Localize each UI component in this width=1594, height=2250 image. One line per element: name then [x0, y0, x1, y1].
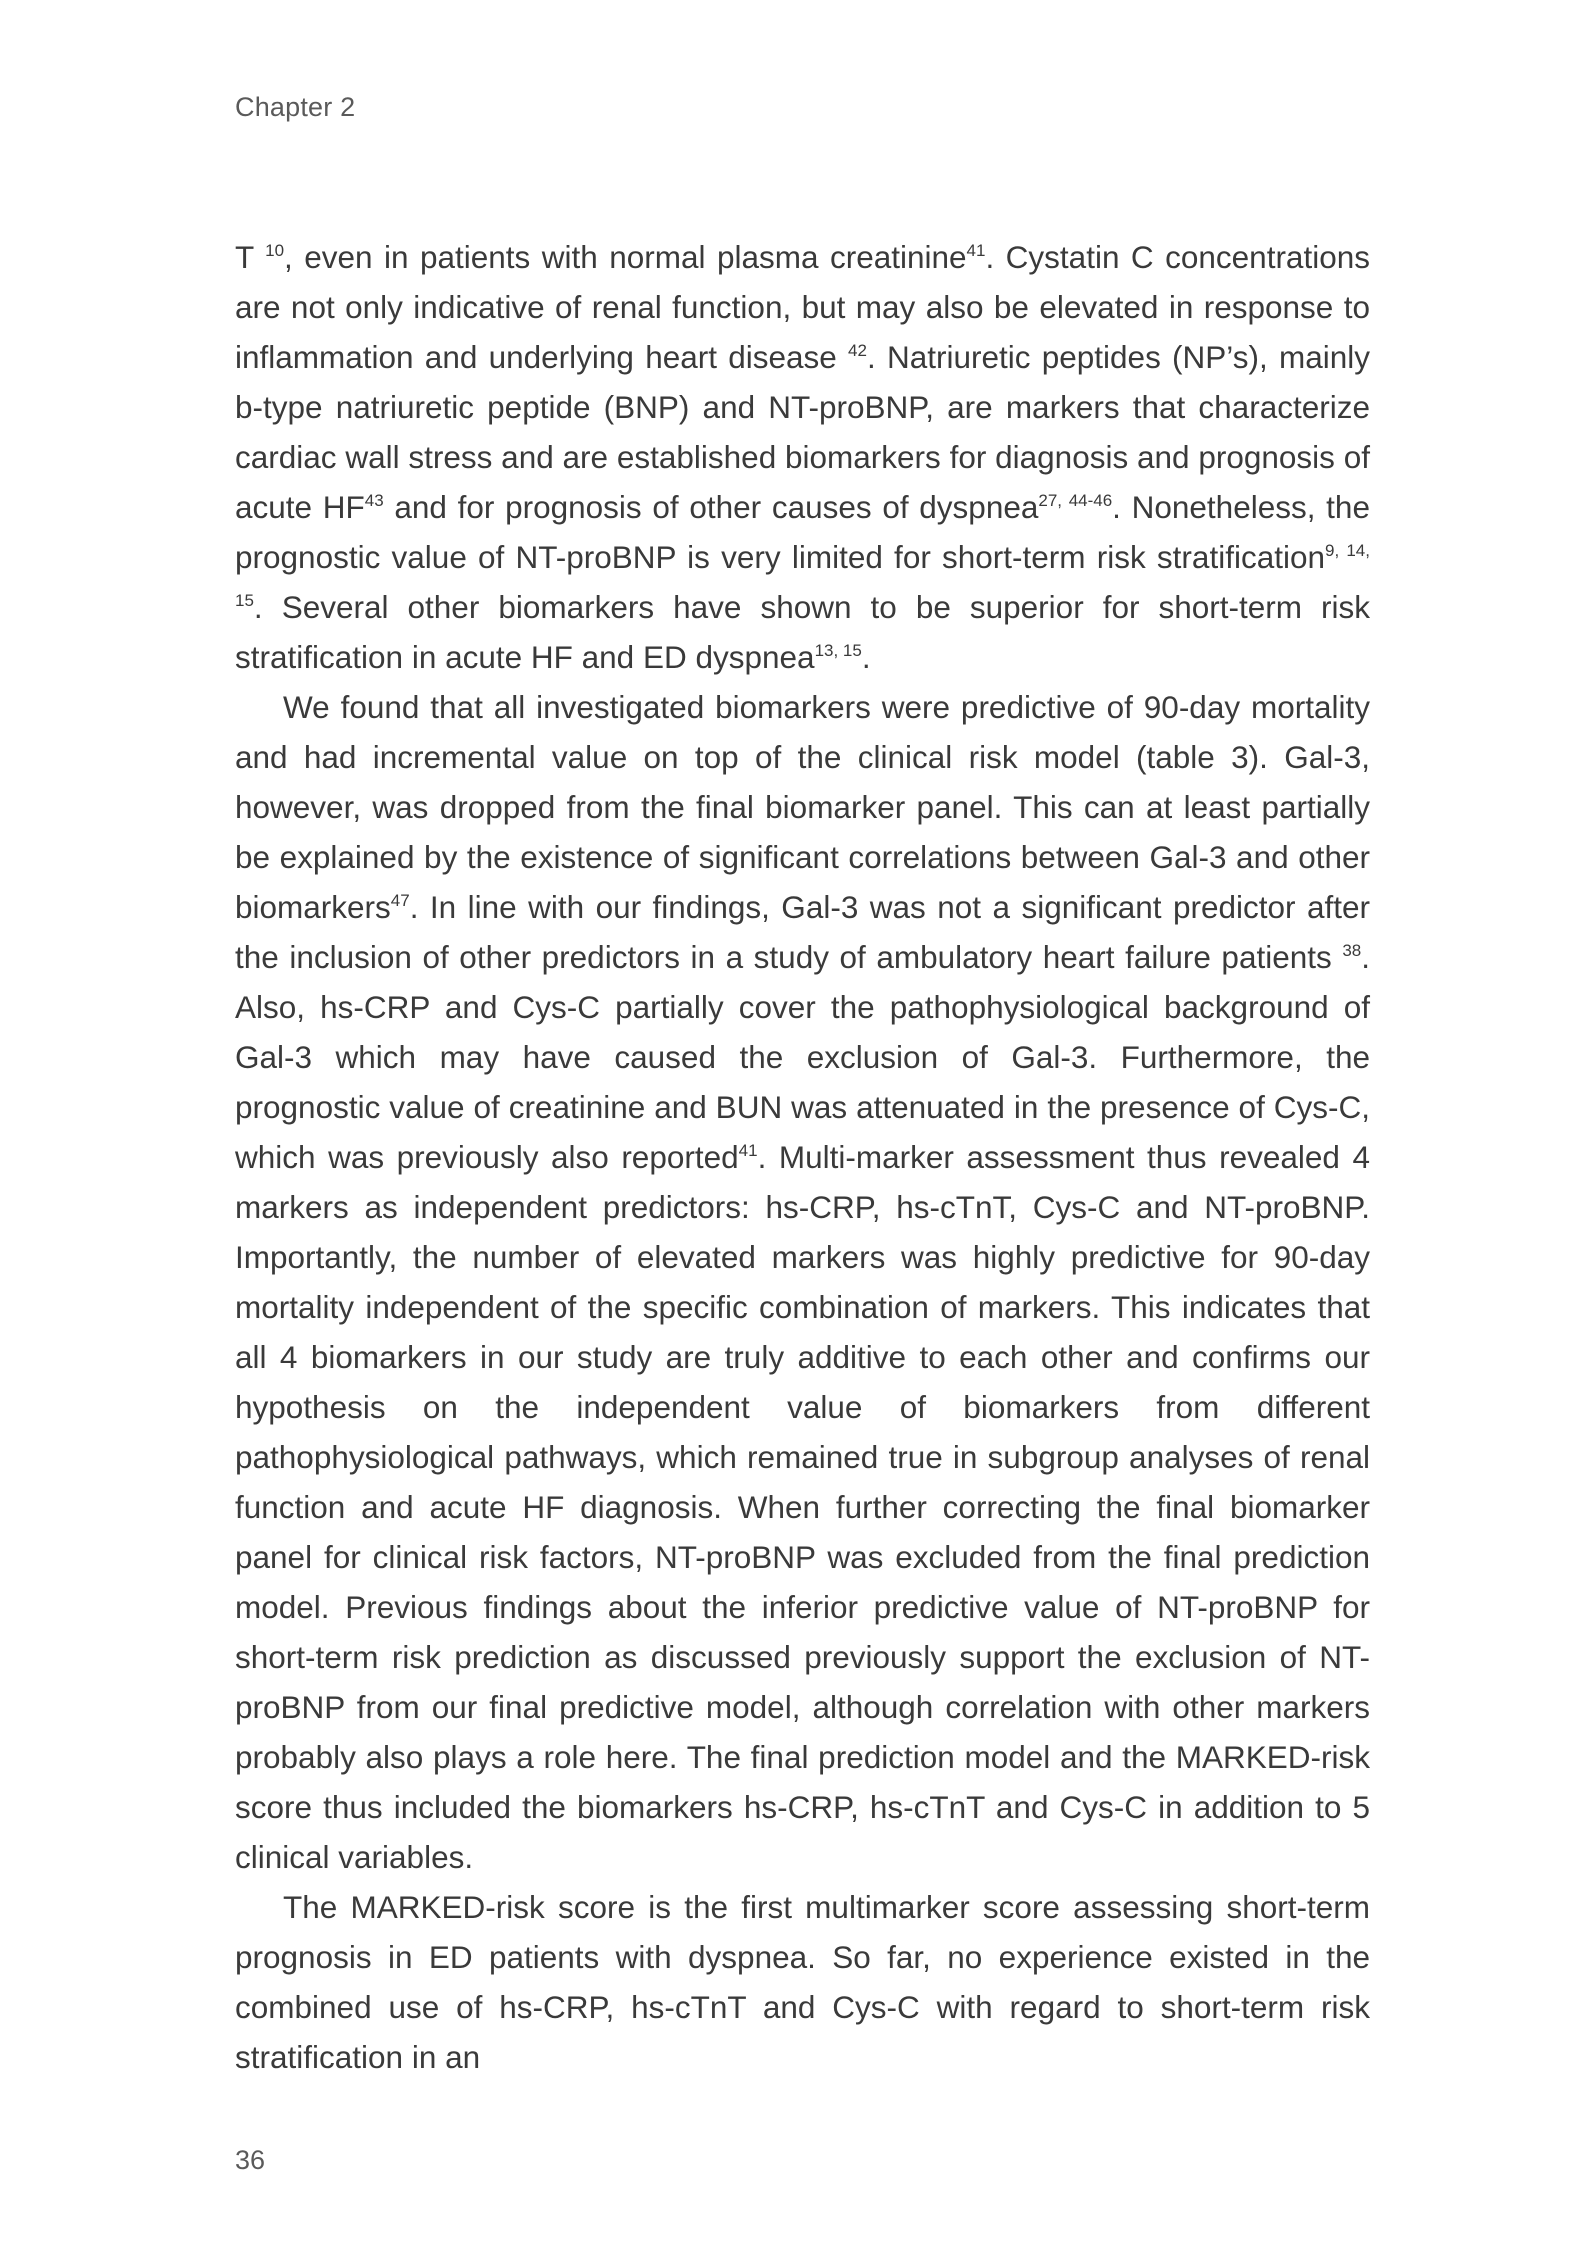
citation: 47: [390, 891, 410, 910]
page-number: 36: [235, 2145, 266, 2175]
text-span: . Nonetheless, the prognostic value of NT-proBNP is very limited for short-term risk stratification: [235, 489, 1370, 575]
text-span: and for prognosis of other causes of dyspnea: [383, 489, 1039, 525]
text-span: . Multi-marker assessment thus revealed 4 markers as independent predictors: hs-CRP, hs-cTnT, Cys-C and NT-proBNP. Importantly, the number of elevated markers was highly predictive for 90-day mortality independent of the specific combination of markers. This indicates that all 4 biomarkers in our study are truly additive to each other and confirms our hypothesis on the independent value of biomarkers from different pathophysiological pathways, which remained true in subgroup analyses of renal function and acute HF diagnosis. When further correcting the final biomarker panel for clinical risk factors, NT-proBNP was excluded from the final prediction model. Previous findings about the inferior predictive value of NT-proBNP for short-term risk prediction as discussed previously support the exclusion of NT-proBNP from our final predictive model, although correlation with other markers probably also plays a role here. The final prediction model and the MARKED-risk score thus included the biomarkers hs-CRP, hs-cTnT and Cys-C in addition to 5 clinical variables.: [235, 1139, 1370, 1875]
text-span: The MARKED-risk score is the first multimarker score assessing short-term prognosis in ED patients with dyspnea. So far, no experience existed in the combined use of hs-CRP, hs-cTnT and Cys-C with regard to short-term risk stratification in an: [235, 1889, 1370, 2075]
body-text: [235, 232, 1370, 2082]
citation: 38: [1342, 941, 1362, 960]
citation: 9, 14, 15: [235, 541, 1370, 610]
citation: 41: [966, 241, 986, 260]
citation: 27, 44-46: [1038, 491, 1113, 510]
citation: 41: [738, 1141, 758, 1160]
text-span: .: [861, 639, 871, 675]
text-span: T: [235, 239, 266, 275]
citation: 13, 15: [814, 641, 862, 660]
citation: 42: [848, 341, 867, 360]
running-header: Chapter 2: [235, 92, 356, 122]
paragraph-2: [235, 682, 1370, 1882]
text-span: . In line with our findings, Gal-3 was not a significant predictor after the inclusion of other predictors in a study of ambulatory heart failure patients: [235, 889, 1370, 975]
citation: 10: [265, 241, 285, 260]
text-span: . Several other biomarkers have shown to be superior for short-term risk stratification in acute HF and ED dyspnea: [235, 589, 1370, 675]
text-span: We found that all investigated biomarkers were predictive of 90-day mortality and had incremental value on top of the clinical risk model (table 3). Gal-3, however, was dropped from the final biomarker panel. This can at least partially be explained by the existence of significant correlations between Gal-3 and other biomarkers: [235, 689, 1370, 925]
citation: 43: [364, 491, 384, 510]
paragraph-3: [235, 1882, 1370, 2082]
text-span: . Cystatin C concentrations are not only indicative of renal function, but may also be elevated in response to inflammation and underlying heart disease: [235, 239, 1370, 375]
text-span: , even in patients with normal plasma creatinine: [284, 239, 967, 275]
text-span: . Natriuretic peptides (NP’s), mainly b-type natriuretic peptide (BNP) and NT-proBNP, are markers that characterize cardiac wall stress and are established biomarkers for diagnosis and prognosis of acute HF: [235, 339, 1370, 525]
text-span: . Also, hs-CRP and Cys-C partially cover the pathophysiological background of Gal-3 which may have caused the exclusion of Gal-3. Furthermore, the prognostic value of creatinine and BUN was attenuated in the presence of Cys-C, which was previously also reported: [235, 939, 1370, 1175]
paragraph-1: [235, 232, 1370, 682]
